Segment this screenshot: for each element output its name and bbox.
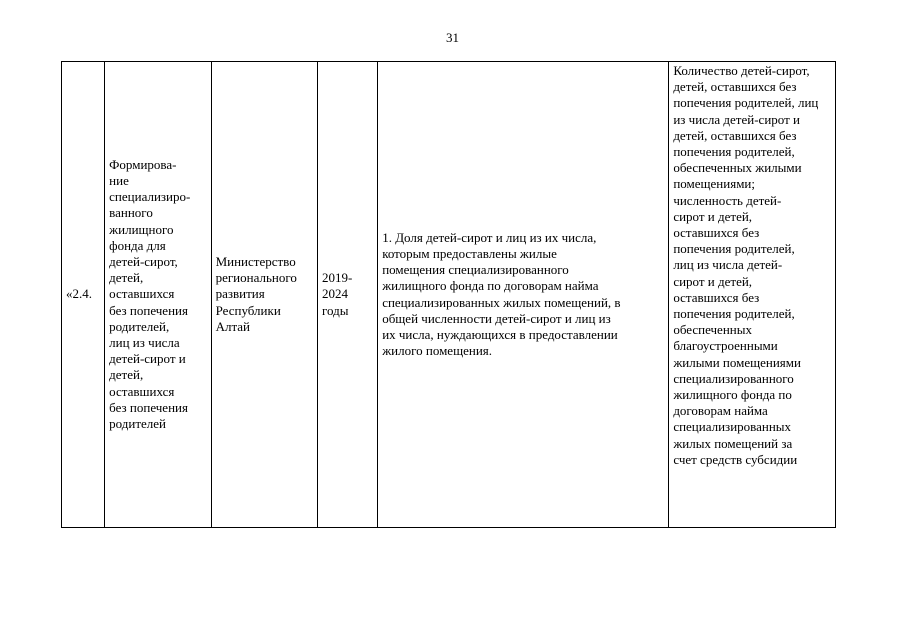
table-row bbox=[62, 62, 836, 528]
period-cell bbox=[317, 62, 377, 528]
item-number-cell bbox=[62, 62, 105, 528]
expected-result: Количество детей-сирот, детей, оставшихся без попечения родителей, лиц из числа детей-сирот и детей, оставшихся без попечения родителей, обеспеченных жилыми помещениями; численность детей- сирот и детей, оставшихся без попечения родителей, лиц из числа детей- сирот и детей, оставшихся без попечения родителей, обеспеченных благоустроенными жилыми помещениями специализированного жилищного фонда по договорам найма специализированных жилых помещений за счет средств субсидии bbox=[673, 63, 819, 467]
program-activities-table bbox=[61, 61, 836, 528]
activity-name-cell bbox=[105, 62, 211, 528]
page-number: 31 bbox=[446, 30, 459, 45]
executor-name: Министерство регионального развития Республики Алтай bbox=[215, 253, 297, 334]
item-number: «2.4. bbox=[66, 286, 92, 302]
executor-cell bbox=[211, 62, 317, 528]
implementation-period: 2019- 2024 годы bbox=[321, 270, 353, 318]
expected-result-cell bbox=[669, 62, 836, 528]
indicator-cell bbox=[378, 62, 669, 528]
activity-name: Формирова- ние специализиро- ванного жилищного фонда для детей-сирот, детей, оставшихся без попечения родителей, лиц из числа детей-сирот и детей, оставшихся без попечения родителей bbox=[109, 156, 191, 432]
target-indicator: 1. Доля детей-сирот и лиц из их числа, которым предоставлены жилые помещения специализированного жилищного фонда по договорам найма специализированных жилых помещений, в общей численности детей-сирот и лиц из их числа, нуждающихся в предоставлении жилого помещения. bbox=[382, 229, 621, 359]
